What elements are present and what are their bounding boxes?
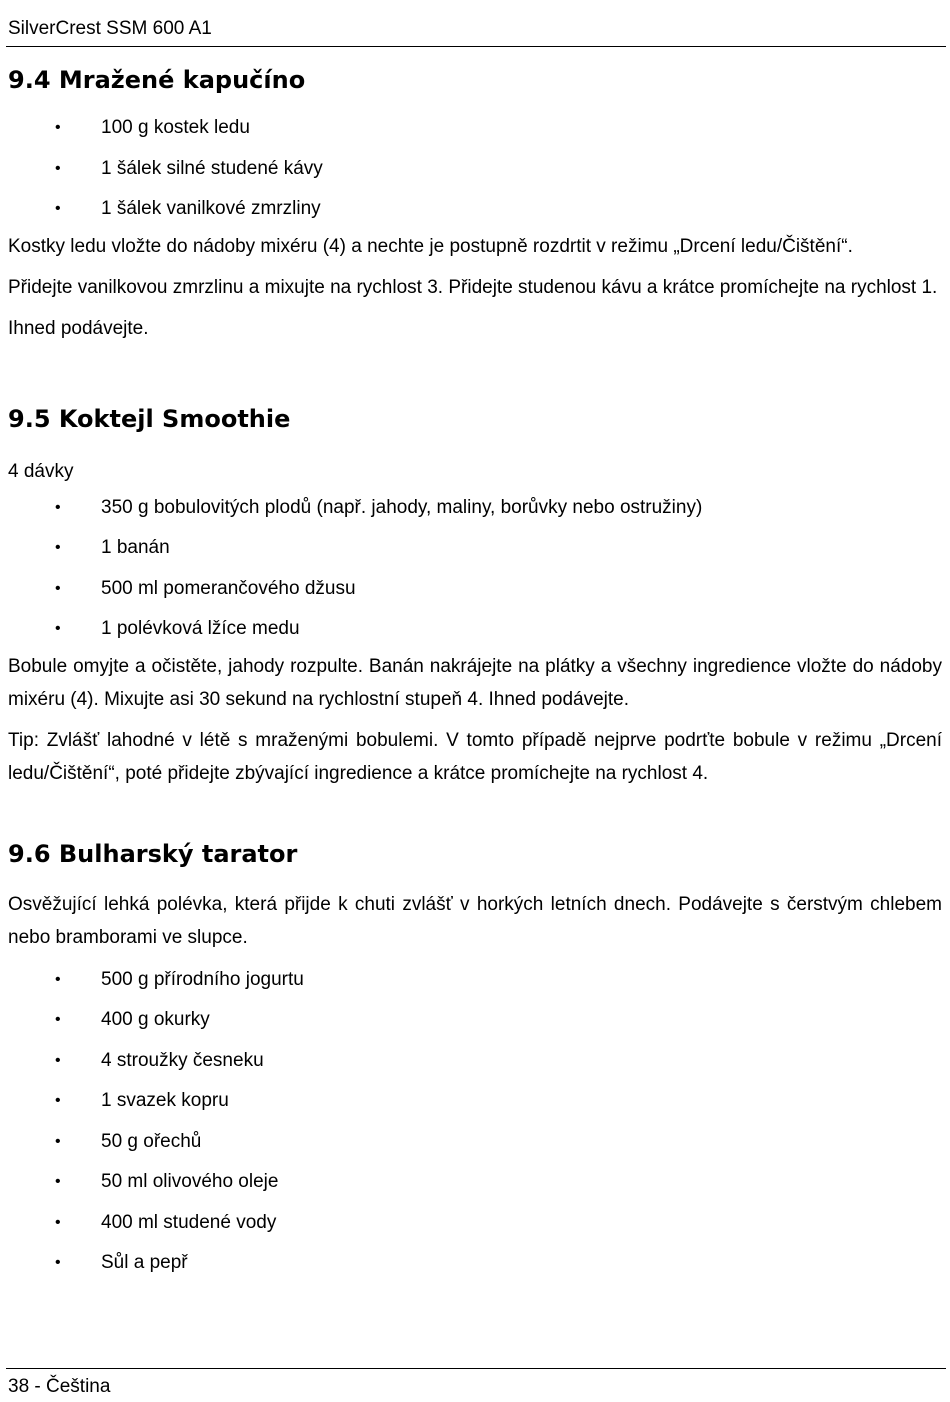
bullet-icon: • (55, 159, 61, 177)
ingredient-text: Sůl a pepř (101, 1252, 188, 1273)
page-footer: 38 - Čeština (8, 1376, 111, 1397)
list-item (8, 1243, 942, 1284)
section-heading: 9.4 Mražené kapučíno (8, 66, 306, 94)
ingredient-text: 4 stroužky česneku (101, 1049, 264, 1071)
footer-rule (6, 1368, 946, 1369)
list-item (8, 488, 942, 529)
intro-paragraph: Osvěžující lehká polévka, která přijde k chuti zvlášť v horkých letních dnech. Podávejte s čerstvým chlebem nebo bramborami ve slupce. (8, 893, 942, 948)
bullet-icon: • (55, 200, 61, 217)
ingredient-text: 400 ml studené vody (101, 1211, 277, 1233)
bullet-icon: • (55, 1132, 61, 1150)
ingredient-text: 1 šálek vanilkové zmrzliny (101, 198, 321, 219)
section-heading: 9.6 Bulharský tarator (8, 839, 298, 868)
section-smoothie (8, 401, 942, 790)
list-item (8, 569, 942, 610)
section-tarator (8, 836, 942, 1284)
bullet-icon: • (55, 1213, 61, 1231)
page-content (8, 62, 942, 1284)
ingredient-text: 1 polévková lžíce medu (101, 618, 300, 639)
tip-paragraph: Tip: Zvlášť lahodné v létě s mraženými bobulemi. V tomto případě nejprve podrťte bobule v režimu „Drcení ledu/Čištění“, poté přidejte zbývající ingredience a krátce promíchejte na rychlost 4. (8, 729, 942, 784)
bullet-icon: • (55, 1254, 61, 1271)
section-heading: 9.5 Koktejl Smoothie (8, 404, 291, 433)
bullet-icon: • (55, 620, 61, 637)
ingredient-list (8, 960, 942, 1284)
list-item (8, 108, 942, 149)
list-item (8, 1122, 942, 1163)
ingredient-text: 50 ml olivového oleje (101, 1171, 279, 1192)
list-item (8, 1162, 942, 1203)
ingredient-text: 100 g kostek ledu (101, 117, 250, 138)
document-header: SilverCrest SSM 600 A1 (8, 18, 212, 39)
instruction-paragraph: Ihned podávejte. (8, 317, 149, 339)
list-item (8, 528, 942, 569)
list-item (8, 1203, 942, 1244)
bullet-icon: • (55, 119, 61, 136)
ingredient-text: 50 g ořechů (101, 1130, 202, 1152)
bullet-icon: • (55, 498, 61, 516)
list-item (8, 1081, 942, 1122)
servings-text: 4 dávky (8, 460, 74, 482)
ingredient-text: 350 g bobulovitých plodů (např. jahody, maliny, borůvky nebo ostružiny) (101, 496, 703, 518)
ingredient-text: 500 ml pomerančového džusu (101, 577, 356, 599)
header-rule (6, 46, 946, 47)
list-item (8, 609, 942, 650)
instruction-paragraph: Přidejte vanilkovou zmrzlinu a mixujte na rychlost 3. Přidejte studenou kávu a krátce promíchejte na rychlost 1. (8, 276, 938, 298)
list-item (8, 960, 942, 1001)
list-item (8, 1000, 942, 1041)
bullet-icon: • (55, 1092, 61, 1109)
ingredient-list (8, 488, 942, 650)
instruction-paragraph: Bobule omyjte a očistěte, jahody rozpulte. Banán nakrájejte na plátky a všechny ingredience vložte do nádoby mixéru (4). Mixujte asi 30 sekund na rychlostní stupeň 4. Ihned podávejte. (8, 655, 942, 710)
instruction-paragraph: Kostky ledu vložte do nádoby mixéru (4) a nechte je postupně rozdrtit v režimu „Drcení ledu/Čištění“. (8, 235, 853, 257)
ingredient-text: 1 svazek kopru (101, 1090, 229, 1111)
ingredient-text: 1 šálek silné studené kávy (101, 157, 323, 179)
ingredient-text: 1 banán (101, 537, 170, 558)
list-item (8, 189, 942, 230)
list-item (8, 1041, 942, 1082)
bullet-icon: • (55, 579, 61, 597)
ingredient-text: 500 g přírodního jogurtu (101, 968, 304, 990)
list-item (8, 149, 942, 190)
section-frozen-cappuccino (8, 62, 942, 345)
bullet-icon: • (55, 1011, 61, 1028)
ingredient-list (8, 108, 942, 230)
ingredient-text: 400 g okurky (101, 1009, 210, 1030)
bullet-icon: • (55, 1173, 61, 1190)
bullet-icon: • (55, 970, 61, 988)
bullet-icon: • (55, 539, 61, 556)
bullet-icon: • (55, 1051, 61, 1069)
